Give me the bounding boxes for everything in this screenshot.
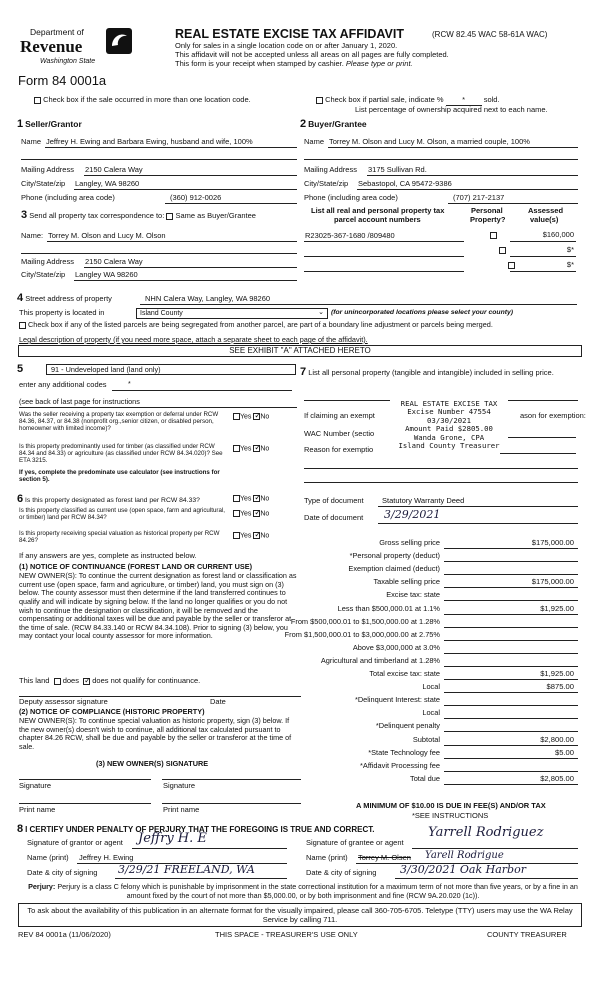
grantee-date-field[interactable]: 3/30/2021 Oak Harbor (400, 863, 526, 876)
tax-row-value[interactable]: $5.00 (554, 747, 574, 757)
tax-row-label: Agricultural and timberland at 1.28% (320, 655, 440, 665)
tax-address-field[interactable]: 2150 Calera Way (85, 257, 143, 266)
receipt-note: This form is your receipt when stamped by cashier. (175, 59, 344, 68)
parcel-heading-1: List all real and personal property tax (311, 206, 445, 215)
segregation-checkbox[interactable] (19, 322, 26, 329)
q2-no-checkbox[interactable] (253, 445, 260, 452)
minimum-due-note: A MINIMUM OF $10.00 IS DUE IN FEE(S) AND/OR TAX (356, 801, 546, 810)
does-label: does (62, 676, 79, 685)
seller-name-line (45, 147, 297, 148)
reason-line (500, 453, 576, 454)
compliance-text: NEW OWNER(S): To continue special valuation as historic property, sign (3) below. If the new owner(s) doesn't wish to continue, all additional tax calculated pursuant to chapter 84.26 RCW, shall be due and payable by the seller or transferor at the time of sale. (19, 716, 292, 751)
no-label: No (260, 445, 270, 453)
certification-text: I CERTIFY UNDER PENALTY OF PERJURY THAT THE FOREGOING IS TRUE AND CORRECT. (25, 825, 375, 834)
yes-label: Yes (240, 445, 252, 453)
forest-no-checkbox[interactable] (253, 495, 260, 502)
no-label: No (260, 413, 270, 421)
grantee-date-line (395, 878, 578, 879)
assessed-heading-2: value(s) (530, 215, 559, 224)
forest-question: Is this property designated as forest land per RCW 84.33? (25, 497, 200, 504)
additional-codes-line (112, 390, 292, 391)
seller-name-field[interactable]: Jeffrey H. Ewing and Barbara Ewing, husband and wife, 100% (46, 137, 253, 146)
tax-row-value[interactable]: $875.00 (546, 682, 574, 692)
seller-city-label: City/State/zip (21, 179, 66, 188)
tax-row-label: Less than $500,000.01 at 1.1% (337, 603, 440, 613)
grantee-date-label: Date & city of signing (306, 868, 377, 877)
owner-print-line-2 (162, 803, 301, 804)
buyer-city-field[interactable]: Sebastopol, CA 95472-9386 (358, 179, 452, 188)
tax-city-field[interactable]: Langley WA 98260 (75, 270, 138, 279)
current-use-yes-checkbox[interactable] (233, 510, 240, 517)
located-label: This property is located in (19, 308, 105, 317)
historic-yes-checkbox[interactable] (233, 532, 240, 539)
buyer-name-line (328, 147, 578, 148)
does-not-label: does not qualify for continuance. (92, 676, 201, 685)
q6-3-answers (233, 532, 269, 540)
logo-revenue: Revenue (20, 37, 83, 56)
form-cite: (RCW 82.45 WAC 58-61A WAC) (432, 30, 548, 39)
segregation-label: Check box if any of the listed parcels are being segregated from another parcel, are part of a boundary line adjustment or parcels being merged. (28, 320, 493, 329)
land-use-select[interactable] (46, 364, 296, 375)
owner-sig-line-2 (162, 779, 301, 780)
partial-sale-checkbox[interactable] (316, 97, 323, 104)
seller-address-field[interactable]: 2150 Calera Way (85, 165, 143, 174)
seller-phone-line (165, 203, 297, 204)
parcel-line-1 (304, 241, 464, 242)
no-label: No (260, 532, 270, 540)
section-7-extra-1 (304, 468, 578, 469)
doctype-line (378, 506, 578, 507)
section-6-heading (17, 493, 200, 506)
county-value: Island County (140, 310, 183, 317)
property-address-field[interactable]: NHN Calera Way, Langley, WA 98260 (145, 294, 271, 303)
form-revision: REV 84 0001a (11/06/2020) (18, 930, 111, 939)
tax-address-line (84, 267, 297, 268)
q1-yes-checkbox[interactable] (233, 413, 240, 420)
q2-yes-checkbox[interactable] (233, 445, 240, 452)
owner-sig-label-2: Signature (163, 781, 196, 790)
buyer-address-field[interactable]: 3175 Sullivan Rd. (368, 165, 427, 174)
tax-row-value[interactable]: $1,925.00 (540, 669, 574, 678)
tax-row-line (444, 574, 578, 575)
new-owner-sig-title: (3) NEW OWNER(S) SIGNATURE (96, 759, 209, 768)
section-5-number: 5 (17, 363, 24, 375)
tax-row-line (444, 587, 578, 588)
parcel-number-field[interactable]: R23025-367-1680 /809480 (305, 231, 395, 240)
owner-sig-line-1 (19, 779, 151, 780)
tax-row-line (444, 745, 578, 746)
personal-heading: Personal (471, 206, 503, 215)
legal-description-field[interactable] (18, 345, 582, 357)
additional-codes-field[interactable]: * (128, 381, 131, 388)
tax-row-line (444, 614, 578, 615)
section-7-heading (300, 366, 580, 379)
seller-city-line (74, 189, 297, 190)
docdate-field[interactable]: 3/29/2021 (384, 508, 441, 521)
tax-row-label: Total due (410, 773, 440, 783)
compliance-title: (2) NOTICE OF COMPLIANCE (HISTORIC PROPERTY) (19, 707, 205, 716)
section-7-title: List all personal property (tangible and intangible) included in selling price. (308, 368, 554, 377)
tax-row-value[interactable]: $1,925.00 (540, 603, 574, 613)
tax-row-line (444, 627, 578, 628)
tax-name-field[interactable]: Torrey M. Olson and Lucy M. Olson (48, 231, 166, 240)
grantor-signature[interactable]: Jeffry H. E (138, 831, 207, 846)
treasurer-stamp (390, 400, 508, 450)
partial-sale-label: Check box if partial sale, indicate % (325, 95, 444, 104)
buyer-phone-line (448, 203, 578, 204)
section-4-heading (17, 292, 112, 305)
q6-2-answers (233, 510, 269, 518)
buyer-phone-field[interactable]: (707) 217-2137 (453, 193, 505, 202)
seller-city-field[interactable]: Langley, WA 98260 (75, 179, 140, 188)
tax-row-line (444, 718, 578, 719)
docdate-line (378, 523, 578, 524)
tax-row-value[interactable]: $175,000.00 (531, 538, 574, 547)
grantee-sig-line (412, 848, 578, 849)
alternate-format-notice (18, 903, 582, 927)
buyer-phone-label: Phone (including area code) (304, 193, 398, 202)
stamp-line: Island County Treasurer (398, 440, 500, 450)
grantor-print-field[interactable]: Jeffrey H. Ewing (79, 853, 134, 862)
tax-row-label: Local (422, 708, 440, 718)
if-any-yes: If any answers are yes, complete as instructed below. (19, 551, 197, 560)
assessed-line-2 (510, 256, 576, 257)
owner-print-line-1 (19, 803, 151, 804)
grantee-print-label: Name (print) (306, 853, 348, 862)
grantee-print-struck: Torrey M. Olsen (358, 853, 411, 862)
no-label: No (260, 510, 270, 518)
see-instructions-note: *SEE INSTRUCTIONS (412, 811, 489, 820)
tax-row-line (444, 771, 578, 772)
section-2-number: 2 (300, 118, 307, 130)
does-not-checkbox[interactable] (83, 678, 90, 685)
instructions-note: (see back of last page for instructions (19, 397, 140, 406)
perjury-text: Perjury is a class C felony which is punishable by imprisonment in the state correctional institution for a maximum term of not more than five years, or by a fine in an amount fixed by the court of not more than $5,000.00, or by both imprisonment and fine (RCW 9A.20.020 (1c)). (57, 882, 578, 900)
tax-row-value[interactable]: $175,000.00 (531, 577, 574, 587)
grantor-sig-label: Signature of grantor or agent (27, 838, 123, 847)
current-use-question: Is this property classified as current use (open space, farm and agricultural, or timber) land per RCW 84.34? (19, 507, 226, 522)
tax-row-line (444, 731, 578, 732)
yes-label: Yes (240, 413, 252, 421)
docdate-label: Date of document (304, 513, 364, 522)
tax-row-label: *State Technology fee (368, 747, 440, 757)
deputy-date-label: Date (210, 697, 226, 706)
section-2-heading (300, 118, 367, 131)
seller-address-label: Mailing Address (21, 165, 74, 174)
yes-label: Yes (240, 510, 252, 518)
parcel-line-2 (304, 256, 464, 257)
tax-row-label: Excise tax: state (386, 590, 440, 600)
section-6-number: 6 (17, 493, 24, 505)
section-8-number: 8 (17, 823, 24, 835)
tax-row-label: Local (422, 682, 440, 692)
wa-swoosh-icon (106, 28, 132, 54)
tax-row-value[interactable]: $2,805.00 (540, 773, 574, 783)
tax-row-line (444, 600, 578, 601)
tax-row-label: *Affidavit Processing fee (360, 760, 440, 770)
sold-label: sold. (483, 95, 500, 104)
header-line-1: Only for sales in a single location code on or after January 1, 2020. (175, 41, 398, 50)
segregation-row (19, 321, 493, 329)
owner-sig-label-1: Signature (19, 781, 52, 790)
stamp-line: 03/30/2021 (427, 415, 471, 425)
seller-blank-line (21, 159, 297, 160)
grantor-date-line (115, 878, 287, 879)
multi-location-label: Check box if the sale occurred in more than one location code. (43, 95, 251, 104)
q1-no-checkbox[interactable] (253, 413, 260, 420)
tax-row-label: From $500,000.01 to $1,500,000.00 at 1.28% (290, 616, 440, 626)
tax-row-label: *Delinquent Interest: state (354, 695, 440, 705)
historic-question: Is this property receiving special valuation as historical property per RCW 84.26? (19, 530, 220, 545)
section-7-number: 7 (300, 366, 307, 378)
tax-address-label: Mailing Address (21, 257, 74, 266)
reason-label: Reason for exemptio (304, 445, 374, 454)
deputy-sig-label: Deputy assessor signature (19, 697, 108, 706)
owner-print-label-1: Print name (19, 805, 56, 814)
tax-row-line (444, 758, 578, 759)
perjury-label: Perjury: (28, 882, 56, 891)
tax-row-label: From $1,500,000.01 to $3,000,000.00 at 2.75% (284, 629, 440, 639)
tax-row-line (444, 692, 578, 693)
form-title: REAL ESTATE EXCISE TAX AFFIDAVIT (175, 27, 404, 41)
header-line-3 (175, 60, 413, 69)
stamp-line: REAL ESTATE EXCISE TAX (400, 399, 498, 408)
wac-label: WAC Number (sectio (304, 429, 375, 438)
grantor-date-field[interactable]: 3/29/21 FREELAND, WA (118, 863, 255, 876)
section-7-extra-2 (304, 482, 578, 483)
no-label: No (260, 495, 270, 503)
tax-name-label: Name: (21, 231, 44, 240)
grantee-signature[interactable]: Yarrell Rodriguez (428, 825, 544, 840)
exemption-label: If claiming an exempt (304, 411, 375, 420)
grantor-date-label: Date & city of signing (27, 868, 98, 877)
wac-line (500, 437, 576, 438)
tax-row-label: Subtotal (412, 734, 440, 744)
personal-checkbox-1[interactable] (490, 232, 497, 239)
tax-row-label: *Delinquent penalty (375, 721, 440, 731)
forest-yes-checkbox[interactable] (233, 495, 240, 502)
q2-answers (233, 445, 269, 453)
this-land-label: This land (19, 676, 50, 685)
timber-question: Is this property predominantly used for timber (as classified under RCW 84.34 and 84.33) or agriculture (as classified under RCW 84.34.020)? See ETA 3215. (19, 443, 223, 465)
tax-row-label: Total excise tax: state (369, 669, 440, 678)
seller-name-label: Name (21, 137, 42, 146)
header-line-2: This affidavit will not be accepted unless all areas on all pages are fully completed. (175, 50, 449, 59)
grantee-print-field[interactable]: Yarell Rodrigue (425, 850, 504, 861)
tax-row-line (444, 784, 578, 785)
seller-address-line (84, 175, 297, 176)
legal-description-label: Legal description of property (if you need more space, attach a separate sheet to each page of the affidavit). (19, 335, 368, 344)
section-4-number: 4 (17, 292, 24, 304)
personal-checkbox-2[interactable] (499, 247, 506, 254)
current-use-no-checkbox[interactable] (253, 510, 260, 517)
alt-format-text: To ask about the availability of this publication in an alternate format for the visually impaired, please call 360-705-6705. Teletype (TTY) users may use the WA Relay Service by calling 711. (27, 906, 573, 925)
buyer-blank-line (304, 159, 578, 160)
treasurer-space: THIS SPACE - TREASURER'S USE ONLY (215, 930, 358, 939)
tax-row-line (444, 640, 578, 641)
tax-row-label: Exemption claimed (deduct) (348, 564, 440, 574)
section-3-heading (21, 209, 256, 222)
tax-row-label: Above $3,000,000 at 3.0% (352, 642, 440, 652)
stamp-line: Excise Number 47554 (407, 407, 491, 417)
additional-codes-label: enter any additional codes (19, 380, 107, 389)
multi-location-checkbox[interactable] (34, 97, 41, 104)
partial-pct-field[interactable]: * (446, 96, 482, 106)
buyer-city-line (357, 189, 578, 190)
instructions-line (19, 407, 297, 408)
grantor-print-label: Name (print) (27, 853, 69, 862)
qualify-row (19, 677, 200, 686)
buyer-address-label: Mailing Address (304, 165, 357, 174)
tax-row-line (444, 679, 578, 680)
land-use-value: 91 - Undeveloped land (land only) (51, 365, 161, 374)
tax-row-line (444, 705, 578, 706)
does-checkbox[interactable] (54, 678, 61, 685)
buyer-address-line (367, 175, 578, 176)
exemption-question: Was the seller receiving a property tax exemption or deferral under RCW 84.36, 84.37, or 84.38 (nonprofit org.,senior citizen, or disabled person, homeowner with limited income)? (19, 411, 219, 433)
tax-blank-line (21, 253, 297, 254)
section-4-title: Street address of property (25, 294, 112, 303)
tax-city-label: City/State/zip (21, 270, 66, 279)
tax-row-label: Gross selling price (379, 538, 440, 547)
tax-row-label: Taxable selling price (373, 577, 440, 587)
parcel-heading-2: parcel account numbers (334, 215, 421, 224)
form-number: Form 84 0001a (18, 73, 107, 88)
tax-row-line (444, 561, 578, 562)
section-1-title: Seller/Grantor (25, 119, 82, 129)
continuance-text: NEW OWNER(S): To continue the current designation as forest land or classification as current use (open space, farm and agriculture, or timber) land, you must sign on (3) below. The county assessor must then determine if the land transferred continues to qualify and will indicate by signing below. If the land no longer qualifies or you do not wish to continue the designation or classification, it will be removed and the compensating or additional taxes will be due and payable by the seller or transferor at the time of sale. (RCW 84.33.140 or RCW 84.34.108). Prior to signing (3) below, you may contact your local county assessor for more information. (19, 571, 297, 641)
same-as-buyer-checkbox[interactable] (166, 213, 173, 220)
property-address-line (140, 304, 577, 305)
assessed-line-1 (510, 241, 576, 242)
assessed-heading: Assessed (528, 206, 564, 215)
q6-1-answers (233, 495, 269, 503)
historic-no-checkbox[interactable] (253, 532, 260, 539)
tax-row-line (444, 653, 578, 654)
same-as-buyer-label: Same as Buyer/Grantee (175, 211, 256, 220)
parcel-line-3 (304, 271, 464, 272)
dor-logo (20, 28, 132, 70)
yes-label: Yes (240, 532, 252, 540)
assessed-value-3[interactable]: $* (566, 260, 574, 269)
assessed-value-1[interactable]: $160,000 (542, 230, 574, 239)
county-treasurer: COUNTY TREASURER (487, 930, 567, 939)
tax-city-line (74, 280, 297, 281)
continuance-title: (1) NOTICE OF CONTINUANCE (FOREST LAND OR CURRENT USE) (19, 562, 253, 571)
personal-heading-2: Property? (470, 215, 506, 224)
exemption-label-2: ason for exemption: (520, 411, 586, 420)
buyer-name-label: Name (304, 137, 325, 146)
tax-row-label: *Personal property (deduct) (349, 551, 440, 561)
grantee-sig-label: Signature of grantee or agent (306, 838, 404, 847)
stamp-line: Wanda Grone, CPA (413, 432, 485, 442)
perjury-notice (23, 882, 583, 900)
section-1-number: 1 (17, 118, 24, 130)
tax-row-line (444, 548, 578, 549)
doctype-label: Type of document (304, 496, 364, 505)
tax-row-value[interactable]: $2,800.00 (540, 734, 574, 744)
seller-phone-field[interactable]: (360) 912-0026 (170, 193, 222, 202)
grantor-sig-line (132, 848, 287, 849)
logo-dept: Department of (30, 27, 84, 37)
owner-print-label-2: Print name (163, 805, 200, 814)
stamp-line: Amount Paid $2805.00 (405, 424, 493, 434)
section-2-title: Buyer/Grantee (308, 119, 367, 129)
section-3-title: Send all property tax correspondence to: (29, 211, 165, 220)
section-1-heading (17, 118, 82, 131)
tax-name-line (47, 241, 297, 242)
exhibit-text: SEE EXHIBIT "A" ATTACHED HERETO (229, 346, 371, 355)
print-note: Please type or print. (345, 59, 413, 68)
assessed-value-2[interactable]: $* (566, 245, 574, 254)
doctype-field[interactable]: Statutory Warranty Deed (382, 496, 465, 505)
yes-label: Yes (240, 495, 252, 503)
county-note: (for unincorporated locations please select your county) (331, 309, 514, 316)
chevron-down-icon: ⌄ (318, 309, 324, 316)
buyer-name-field[interactable]: Torrey M. Olson and Lucy M. Olson, a married couple, 100% (329, 137, 530, 146)
pct-note: List percentage of ownership acquired next to each name. (355, 105, 548, 114)
tax-row-line (444, 666, 578, 667)
logo-state: Washington State (40, 58, 96, 65)
seller-phone-label: Phone (including area code) (21, 193, 115, 202)
buyer-city-label: City/State/zip (304, 179, 349, 188)
section-3-number: 3 (21, 209, 28, 221)
calculator-note: If yes, complete the predominate use calculator (see instructions for section 5). (19, 469, 220, 484)
q1-answers (233, 413, 269, 421)
county-select[interactable] (136, 308, 328, 319)
assessed-line-3 (510, 271, 576, 272)
multi-location-row (34, 96, 251, 105)
